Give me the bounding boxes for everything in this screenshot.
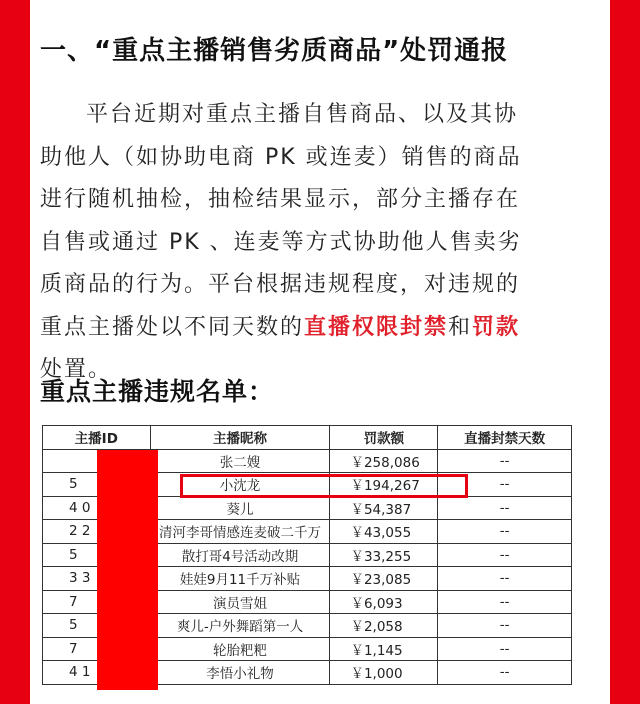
cell-fine: ￥54,387 bbox=[330, 496, 438, 520]
cell-nickname: 张二嫂 bbox=[150, 449, 330, 473]
cell-nickname: 散打哥4号活动改期 bbox=[150, 543, 330, 567]
cell-ban-days: -- bbox=[438, 590, 572, 614]
paragraph-text: 平台近期对重点主播自售商品、以及其协助他人（如协助电商 PK 或连麦）销售的商品进行随机抽检，抽检结果显示，部分主播存在自售或通过 PK 、连麦等方式协助他人售卖劣质商品的行为。平台根据违规程度，对违规的重点主播处以不同天数的 bbox=[40, 102, 522, 340]
cell-id: 5 bbox=[43, 543, 151, 567]
notice-paragraph bbox=[40, 94, 540, 392]
header-ban-days: 直播封禁天数 bbox=[438, 426, 572, 450]
cell-nickname: 演员雪姐 bbox=[150, 590, 330, 614]
emphasis-ban: 直播权限封禁 bbox=[304, 314, 449, 340]
cell-id: 4 0 bbox=[43, 496, 151, 520]
cell-nickname: 李悟小礼物 bbox=[150, 661, 330, 685]
cell-ban-days: -- bbox=[438, 543, 572, 567]
cell-nickname: 爽儿-户外舞蹈第一人 bbox=[150, 614, 330, 638]
header-fine: 罚款额 bbox=[330, 426, 438, 450]
cell-fine: ￥1,000 bbox=[330, 661, 438, 685]
table-header-row bbox=[43, 426, 572, 450]
cell-ban-days: -- bbox=[438, 661, 572, 685]
header-streamer-id: 主播ID bbox=[43, 426, 151, 450]
cell-id: 5 bbox=[43, 473, 151, 497]
highlight-box bbox=[180, 474, 468, 498]
cell-fine: ￥43,055 bbox=[330, 520, 438, 544]
cell-nickname: 葵儿 bbox=[150, 496, 330, 520]
cell-fine: ￥23,085 bbox=[330, 567, 438, 591]
paragraph-connector: 和 bbox=[448, 314, 473, 340]
cell-fine: ￥33,255 bbox=[330, 543, 438, 567]
cell-nickname: 轮胎粑粑 bbox=[150, 637, 330, 661]
paragraph-ending: 处置。 bbox=[40, 357, 113, 382]
cell-ban-days: -- bbox=[438, 496, 572, 520]
cell-ban-days: -- bbox=[438, 637, 572, 661]
cell-id: 4 1 bbox=[43, 661, 151, 685]
cell-nickname: 小沈龙 bbox=[150, 473, 330, 497]
cell-fine: ￥6,093 bbox=[330, 590, 438, 614]
cell-ban-days: -- bbox=[438, 520, 572, 544]
cell-id: 7 bbox=[43, 637, 151, 661]
violation-list-title: 重点主播违规名单： bbox=[40, 377, 275, 406]
cell-fine: ￥258,086 bbox=[330, 449, 438, 473]
cell-fine: ￥194,267 bbox=[330, 473, 438, 497]
cell-ban-days: -- bbox=[438, 614, 572, 638]
cell-id: 3 3 bbox=[43, 567, 151, 591]
cell-ban-days: -- bbox=[438, 473, 572, 497]
cell-ban-days: -- bbox=[438, 449, 572, 473]
header-nickname: 主播昵称 bbox=[150, 426, 330, 450]
cell-fine: ￥1,145 bbox=[330, 637, 438, 661]
cell-id: 7 bbox=[43, 590, 151, 614]
cell-ban-days: -- bbox=[438, 567, 572, 591]
cell-fine: ￥2,058 bbox=[330, 614, 438, 638]
cell-id: 2 2 bbox=[43, 520, 151, 544]
cell-nickname: 娃娃9月11千万补贴 bbox=[150, 567, 330, 591]
emphasis-fine: 罚款 bbox=[472, 314, 521, 340]
redaction-block bbox=[97, 450, 158, 690]
section-heading: 一、“重点主播销售劣质商品”处罚通报 bbox=[40, 36, 509, 66]
cell-nickname: 清河李哥情感连麦破二千万 bbox=[150, 520, 330, 544]
cell-id: 5 bbox=[43, 614, 151, 638]
